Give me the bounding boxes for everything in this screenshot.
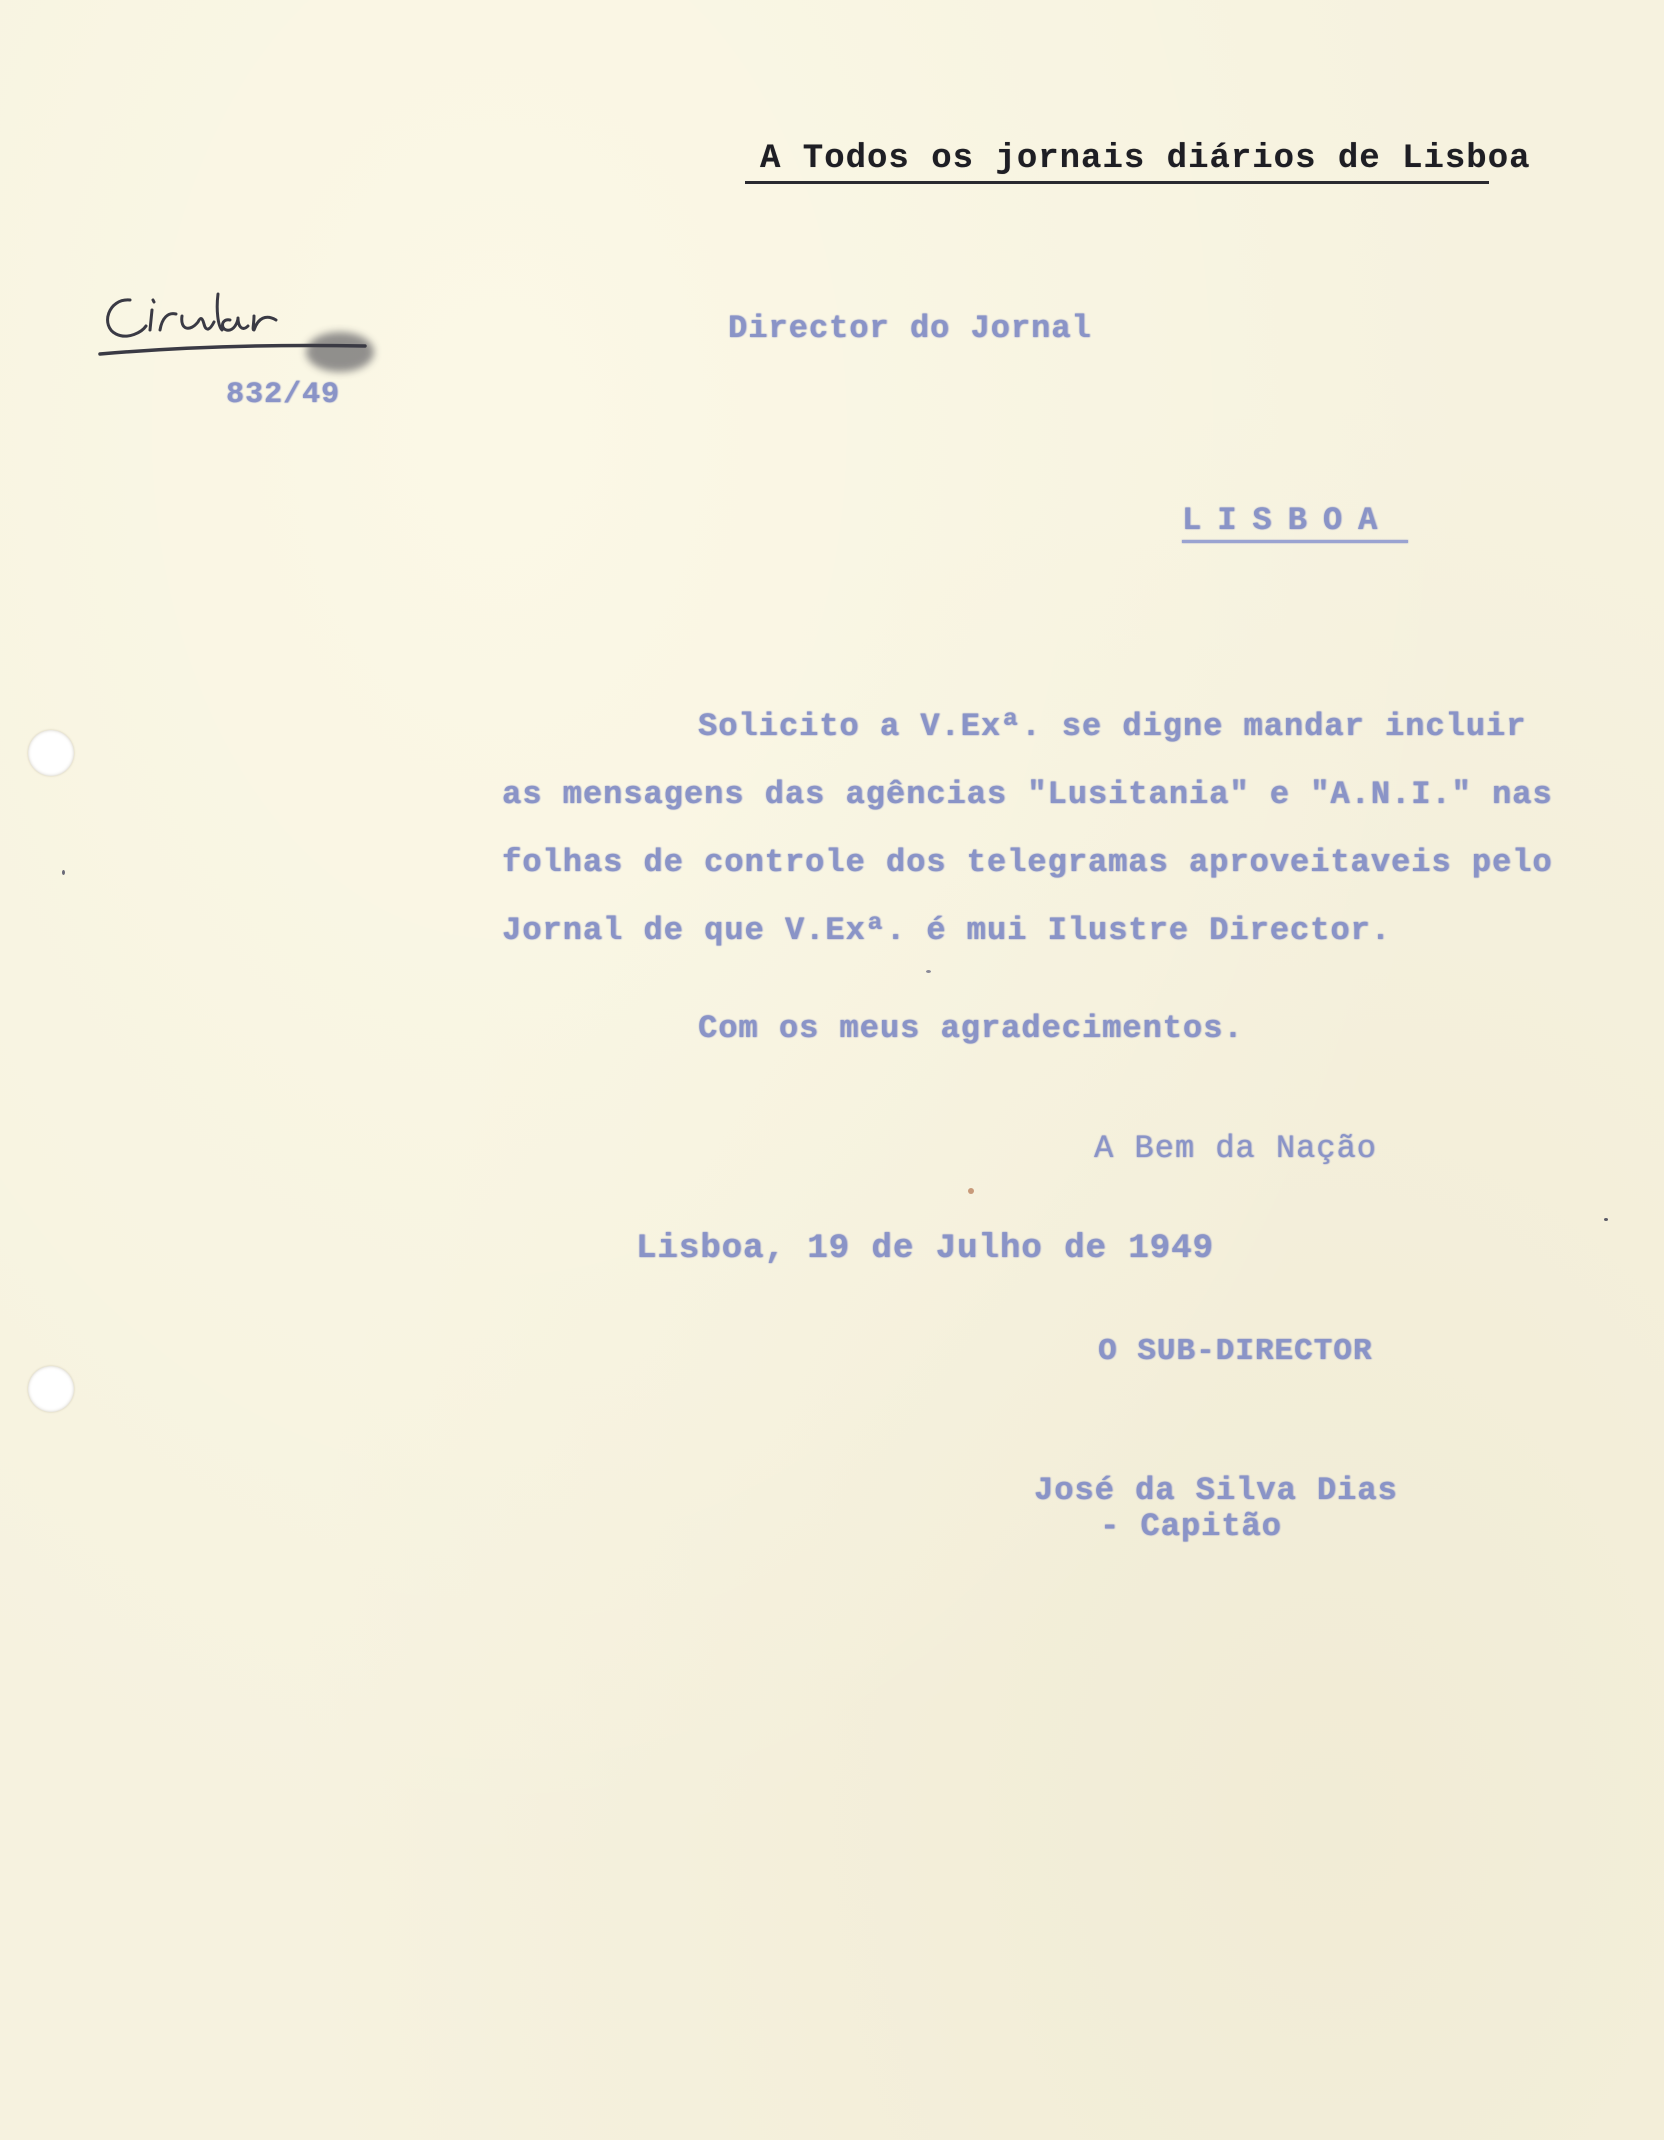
city-heading-underline — [1182, 540, 1408, 543]
city-heading: LISBOA — [1182, 502, 1394, 539]
reference-number: 832/49 — [226, 378, 341, 412]
handwritten-circular-annotation — [90, 260, 390, 380]
paper-speck — [926, 970, 931, 973]
body-line: Jornal de que V.Exª. é mui Ilustre Director. — [502, 912, 1391, 949]
ink-smudge — [306, 332, 374, 372]
signatory-name: José da Silva Dias — [1034, 1472, 1398, 1509]
body-line: as mensagens das agências "Lusitania" e "A.N.I." nas — [502, 776, 1553, 813]
addressee-line: A Todos os jornais diários de Lisboa — [760, 140, 1531, 178]
paper-speck — [62, 870, 65, 875]
body-line: Solicito a V.Exª. se digne mandar incluir — [698, 708, 1527, 745]
motto-line: A Bem da Nação — [1094, 1130, 1377, 1167]
signatory-title: O SUB-DIRECTOR — [1098, 1334, 1373, 1369]
signatory-rank: - Capitão — [1100, 1508, 1282, 1545]
body-line: folhas de controle dos telegramas aproveitaveis pelo — [502, 844, 1553, 881]
addressee-underline — [745, 181, 1489, 184]
paper-speck — [1604, 1218, 1608, 1221]
paper-speck — [968, 1188, 974, 1194]
closing-line: Com os meus agradecimentos. — [698, 1010, 1244, 1047]
recipient-line: Director do Jornal — [728, 310, 1092, 347]
punch-hole-bottom — [28, 1366, 74, 1412]
date-line: Lisboa, 19 de Julho de 1949 — [636, 1230, 1214, 1268]
punch-hole-top — [28, 730, 74, 776]
handwritten-word-circular — [108, 294, 276, 336]
